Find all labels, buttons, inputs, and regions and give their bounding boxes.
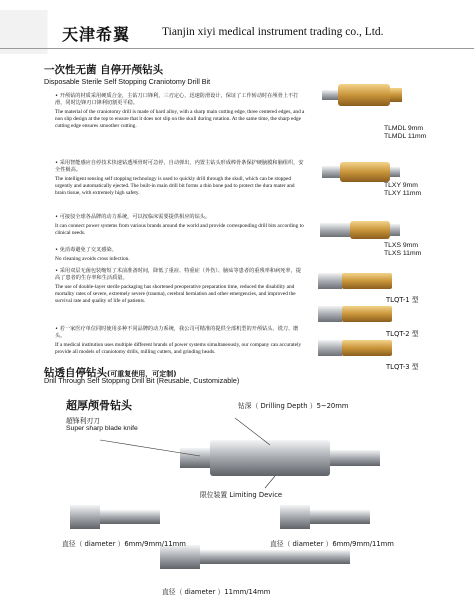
paragraph-2-en: The intelligent sensing self stopping technology is used to quickly drill through the skull, which can be stopped urgently and automatically ejected. The built-in main drill bit forms a thin bone pad to protect the dura mater and brain tissue, with extremely high safety. <box>55 176 295 196</box>
diameter-3: 直径（ diameter ）11mm/14mm <box>162 588 271 596</box>
label-tlxs-11: TLXS 11mm <box>384 250 422 257</box>
label-tlqt3: TLQT-3 型 <box>386 363 419 371</box>
big-drill-main <box>180 440 380 476</box>
drill-tlxs <box>320 221 400 239</box>
drill-small-2 <box>280 505 370 529</box>
drill-tlqt1 <box>318 273 392 289</box>
section1-title-cn: 一次性无菌 自停开颅钻头 <box>44 64 164 76</box>
drill-tlqt3 <box>318 340 392 356</box>
paragraph-1-cn: • 开颅钻的材质采用硬质合金，主钻刀口锋利，三刃定心，迅速防滑设计，保证了工作转动时在颅骨上不打滑，同时边锋刃口锋利切割更平稳。 <box>55 93 299 106</box>
label-tlxs-9: TLXS 9mm <box>384 242 418 249</box>
drill-small-1 <box>70 505 160 529</box>
paragraph-6 <box>55 326 305 356</box>
company-name-cn: 天津希翼 <box>62 25 131 44</box>
paragraph-5-en: The use of double-layer sterile packaging has shortened preoperative preparation time, reduced the disability and mortality rates of severe, extremely severe (trauma), cerebral herniation and other emergencies, and improved the survival rate and quality of life of patients. <box>55 284 296 304</box>
company-name-en: Tianjin xiyi medical instrument trading co., Ltd. <box>162 26 384 38</box>
drilling-depth: 钻深（ Drilling Depth ）5~20mm <box>238 402 349 410</box>
label-tlmdl-11: TLMDL 11mm <box>384 133 427 140</box>
label-tlxy-9: TLXY 9mm <box>384 182 418 189</box>
paragraph-5-cn: • 采用双层无菌包装缩短了术前准备时间，降低了重症、特重症（外伤）、脑疝等患者的重残率和病死率，提高了患者的生存率和生活质量。 <box>55 268 301 281</box>
section2-title-en: Drill Through Self Stopping Drill Bit (Reusable, Customizable) <box>44 376 240 385</box>
paragraph-6-cn: • 若一家医疗单位同时使用多种不同品牌的动力系统，我公司可精准的提供全部机型的开颅钻头、铣刀、磨头。 <box>55 326 299 339</box>
header-divider <box>0 48 474 49</box>
paragraph-4-cn: • 免消毒避免了交叉感染。 <box>55 247 117 253</box>
limit-pointer <box>265 476 275 488</box>
limit-device: 限位装置 Limiting Device <box>200 491 283 499</box>
drill-tlxy <box>322 162 400 182</box>
paragraph-4-en: No cleaning avoids cross infection. <box>55 256 130 262</box>
big-drill-title: 超厚颅骨钻头 <box>66 399 132 412</box>
label-tlxy-11: TLXY 11mm <box>384 190 422 197</box>
paragraph-6-en: If a medical institution uses multiple different brands of power systems simultaneously, our company can accurately provide all models of craniotomy drills, milling cutters, and grinding heads. <box>55 342 302 355</box>
section2-title-cn: 钻透自停钻头 <box>44 367 107 379</box>
section2-title-sub: (可重复使用，可定制) <box>107 370 177 378</box>
diameter-1: 直径（ diameter ）6mm/9mm/11mm <box>62 540 186 548</box>
paragraph-2 <box>55 160 305 197</box>
paragraph-1-en: The material of the craniotomy drill is made of hard alloy, with a sharp main cutting edge, three centered edges, and a non slip design at the top to ensure that it does not slip on the skull during rotation. At the same time, the sharp edge cutting edge ensures smoother cutting. <box>55 109 305 129</box>
diameter-2: 直径（ diameter ）6mm/9mm/11mm <box>270 540 394 548</box>
label-tlmdl <box>384 125 426 141</box>
paragraph-2-cn: • 采用智能感应自停技术快速钻透颅骨时可急停，自动弹出，内置主钻头形成棒骨条保护硬脑膜和脑组织，安全性极高。 <box>55 160 304 173</box>
paragraph-3-en: It can connect power systems from various brands around the world and provide corresponding drill bits according to clinical needs. <box>55 223 304 236</box>
label-tlxs <box>384 242 421 258</box>
drill-long <box>160 545 350 569</box>
drill-tlqt2 <box>318 306 392 322</box>
paragraph-4 <box>55 247 305 263</box>
label-tlxy <box>384 182 421 198</box>
lower-drill-illustrations <box>60 410 440 590</box>
label-tlqt2: TLQT-2 型 <box>386 330 419 338</box>
drill-tlmdl <box>322 84 402 106</box>
label-tlmdl-9: TLMDL 9mm <box>384 125 424 132</box>
blade-label-en: Super sharp blade knife <box>66 425 138 432</box>
paragraph-3-cn: • 可接驳全球各品牌的动力系统，可以按临床需要提供相应的钻头。 <box>55 214 211 220</box>
paragraph-1 <box>55 93 305 130</box>
section1-title-en: Disposable Sterile Self Stopping Craniotomy Drill Bit <box>44 77 211 86</box>
blade-label-cn: 超锋利刃刀 <box>66 417 100 425</box>
paragraph-3 <box>55 214 305 237</box>
label-tlqt1: TLQT-1 型 <box>386 296 419 304</box>
paragraph-5 <box>55 268 305 305</box>
